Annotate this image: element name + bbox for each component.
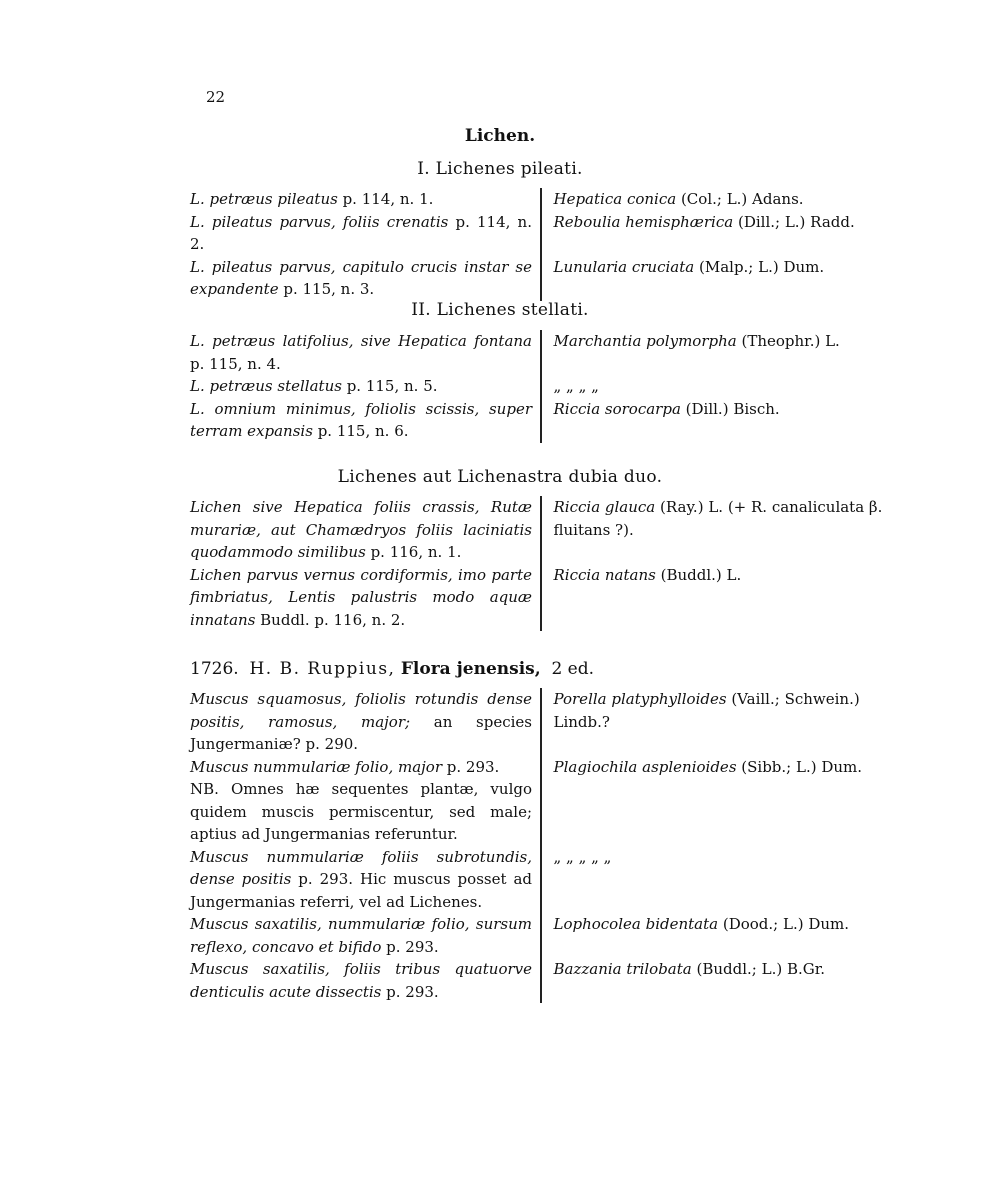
old-name-entry: [190, 375, 540, 398]
publication-author: H. B. Ruppius,: [249, 659, 396, 679]
reference-text: (Dood.; L.) Dum.: [718, 915, 850, 933]
reference-text: p. 115, n. 6.: [312, 422, 409, 440]
modern-name-entry: [542, 330, 911, 375]
entry-row: [190, 846, 910, 914]
modern-name-entry: [542, 375, 911, 398]
taxon-name: Bazzania trilobata: [553, 960, 692, 978]
publication-heading: [190, 659, 594, 679]
section-heading-lichenes-pileati: I. Lichenes pileati.: [417, 159, 583, 179]
old-name-entry: [190, 211, 540, 256]
reference-text: p. 115, n. 4.: [190, 354, 281, 373]
taxon-name: L. petræus latifolius, sive Hepatica fontana: [190, 332, 532, 350]
taxon-name: Riccia glauca: [553, 498, 656, 516]
taxon-name: Muscus nummulariæ folio, major: [190, 757, 443, 776]
modern-name-entry: [542, 958, 911, 1003]
reference-text: p. 114, n. 2.: [190, 212, 532, 253]
page-title: Lichen.: [464, 126, 536, 146]
entry-row: [190, 688, 910, 756]
taxon-name: Marchantia polymorpha: [553, 332, 737, 350]
modern-name-entry: [542, 398, 911, 443]
reference-text: p. 293.: [381, 937, 439, 956]
old-name-entry: [190, 188, 540, 211]
taxon-name: L. petræus pileatus: [190, 190, 338, 208]
section-lichenes-dubia: [190, 496, 910, 631]
reference-text: (Dill.) Bisch.: [680, 399, 780, 418]
old-name-entry: [190, 958, 540, 1003]
old-name-entry: [190, 913, 540, 958]
reference-text: „ „ „ „: [553, 377, 599, 395]
taxon-name: L. petræus stellatus: [190, 377, 342, 395]
taxon-name: Riccia natans: [553, 565, 656, 584]
section-lichenes-pileati: [190, 188, 910, 301]
old-name-entry: [190, 398, 540, 443]
note-text: NB. Omnes hæ sequentes plantæ, vulgo quidem muscis permiscentur, sed male; aptius ad Jungermanias referuntur.: [190, 780, 532, 843]
modern-name-entry: [542, 913, 911, 958]
taxon-name: Reboulia hemisphærica: [553, 212, 734, 231]
taxon-name: L. omnium minimus, foliolis scissis, super terram expansis: [190, 399, 532, 440]
old-name-entry: [190, 564, 540, 632]
entry-row: [190, 958, 910, 1003]
reference-text: (Buddl.; L.) B.Gr.: [691, 960, 826, 978]
entry-row: [190, 564, 910, 632]
entry-row: [190, 913, 910, 958]
publication-year: 1726.: [190, 659, 239, 679]
publication-work: Flora jenensis,: [400, 659, 541, 679]
taxon-name: Riccia sorocarpa: [553, 399, 681, 418]
taxon-name: Lunularia cruciata: [553, 257, 695, 276]
old-name-entry: [190, 756, 540, 846]
reference-text: „ „ „ „ „: [553, 847, 612, 866]
taxon-name: Muscus saxatilis, foliis tribus quatuorve denticulis acute dissectis: [190, 960, 532, 1001]
page-number: 22: [206, 88, 226, 106]
entry-row: [190, 375, 910, 398]
taxon-name: Lophocolea bidentata: [553, 915, 719, 933]
taxon-name: Lichen parvus vernus cordiformis, imo parte fimbriatus, Lentis palustris modo aquæ innatans: [190, 565, 532, 629]
modern-name-entry: [542, 688, 911, 756]
taxon-name: Muscus squamosus, foliolis rotundis dense positis, ramosus, major;: [190, 690, 532, 731]
old-name-entry: [190, 846, 540, 914]
reference-text: p. 115, n. 3.: [278, 280, 375, 298]
reference-text: p. 115, n. 5.: [341, 377, 438, 395]
taxon-name: Porella platyphylloides: [553, 690, 727, 708]
old-name-entry: [190, 688, 540, 756]
taxon-name: L. pileatus parvus, capitulo crucis instar se expandente: [190, 257, 532, 298]
publication-edition: 2 ed.: [551, 659, 595, 679]
modern-name-entry: [542, 846, 911, 914]
old-name-entry: [190, 256, 540, 301]
entry-row: [190, 756, 910, 846]
reference-text: p. 293.: [381, 982, 439, 1001]
section-lichenes-stellati: [190, 330, 910, 443]
taxon-name: Lichen sive Hepatica foliis crassis, Rutæ murariæ, aut Chamædryos foliis laciniatis quodammodo similibus: [190, 498, 532, 561]
old-name-entry: [190, 496, 540, 564]
entry-row: [190, 330, 910, 375]
section-heading-lichenes-dubia: Lichenes aut Lichenastra dubia duo.: [337, 467, 663, 487]
taxon-name: Muscus saxatilis, nummulariæ folio, sursum reflexo, concavo et bifido: [190, 915, 532, 956]
reference-text: (Dill.; L.) Radd.: [733, 212, 855, 231]
reference-text: p. 114, n. 1.: [337, 190, 434, 208]
entry-row: [190, 211, 910, 256]
reference-text: (Sibb.; L.) Dum.: [736, 757, 863, 776]
taxon-name: Muscus nummulariæ foliis subrotundis, dense positis: [190, 847, 532, 888]
entry-row: [190, 256, 910, 301]
reference-text: (Buddl.) L.: [655, 565, 742, 584]
taxon-name: L. pileatus parvus, foliis crenatis: [190, 212, 449, 231]
reference-text: Buddl. p. 116, n. 2.: [255, 610, 406, 629]
reference-text: an species Jungermaniæ? p. 290.: [190, 712, 532, 753]
entry-row: [190, 398, 910, 443]
modern-name-entry: [542, 756, 911, 846]
modern-name-entry: [542, 188, 911, 211]
reference-text: (Vaill.; Schwein.) Lindb.?: [553, 690, 860, 731]
reference-text: p. 116, n. 1.: [365, 543, 462, 561]
section-heading-lichenes-stellati: II. Lichenes stellati.: [411, 300, 589, 320]
entry-row: [190, 496, 910, 564]
reference-text: (Ray.) L. (+ R. canaliculata β. fluitans ?).: [553, 498, 883, 539]
old-name-entry: [190, 330, 540, 375]
reference-text: p. 293.: [442, 757, 500, 776]
taxon-name: Plagiochila asplenioides: [553, 757, 737, 776]
modern-name-entry: [542, 564, 911, 632]
section-ruppius: [190, 688, 910, 1003]
reference-text: (Theophr.) L.: [736, 332, 840, 350]
entry-row: [190, 188, 910, 211]
reference-text: (Malp.; L.) Dum.: [694, 257, 825, 276]
modern-name-entry: [542, 211, 911, 256]
modern-name-entry: [542, 496, 911, 564]
modern-name-entry: [542, 256, 911, 301]
taxon-name: Hepatica conica: [553, 190, 677, 208]
reference-text: (Col.; L.) Adans.: [676, 190, 804, 208]
reference-text: p. 293. Hic muscus posset ad Jungermanias referri, vel ad Lichenes.: [190, 870, 532, 911]
